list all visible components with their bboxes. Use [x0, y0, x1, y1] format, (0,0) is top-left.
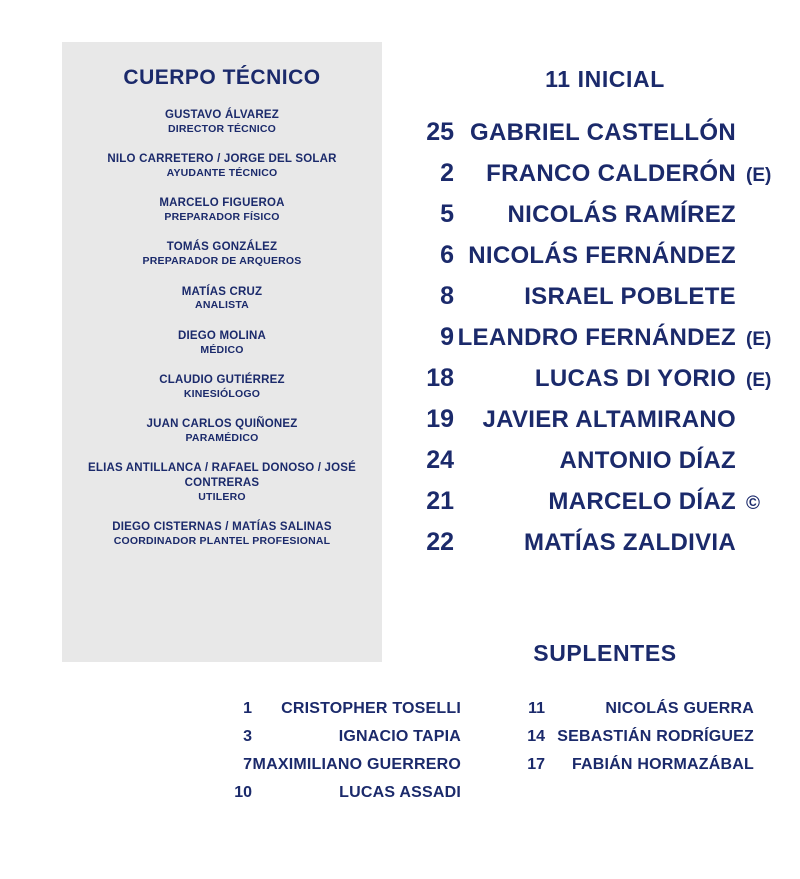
staff-member-names: NILO CARRETERO / JORGE DEL SOLAR	[107, 153, 337, 166]
coaching-staff-list	[62, 108, 382, 548]
staff-member	[62, 520, 382, 548]
player-number: 11	[528, 700, 545, 717]
player-number: 21	[426, 487, 454, 515]
substitute-row	[200, 728, 467, 756]
staff-member-names: DIEGO MOLINA	[177, 329, 266, 342]
staff-member	[62, 108, 382, 136]
starting-player-row	[392, 118, 792, 159]
staff-member	[62, 461, 382, 504]
player-name: ISRAEL POBLETE	[524, 283, 736, 310]
player-number: 17	[527, 756, 545, 773]
substitutes-column-left	[200, 700, 467, 812]
player-name: LUCAS ASSADI	[339, 784, 461, 801]
starting-eleven-list	[392, 118, 792, 569]
player-number: 14	[527, 728, 545, 745]
staff-member-role: UTILERO	[198, 490, 246, 503]
player-name: LEANDRO FERNÁNDEZ	[457, 324, 736, 351]
player-name: GABRIEL CASTELLÓN	[470, 119, 736, 146]
starting-player-row	[392, 159, 792, 200]
player-number: 1	[243, 700, 252, 717]
player-name: JAVIER ALTAMIRANO	[482, 406, 736, 433]
player-name: ANTONIO DÍAZ	[559, 447, 736, 474]
staff-member-role: PARAMÉDICO	[185, 431, 259, 444]
player-mark: (E)	[746, 165, 772, 186]
player-number: 18	[426, 364, 454, 392]
player-name: NICOLÁS GUERRA	[605, 700, 754, 717]
player-name: MAXIMILIANO GUERRERO	[252, 756, 461, 773]
player-name: MARCELO DÍAZ	[548, 488, 736, 515]
substitute-row	[493, 728, 760, 756]
player-name: NICOLÁS RAMÍREZ	[507, 201, 736, 228]
substitute-row	[200, 756, 467, 784]
staff-member-names: MATÍAS CRUZ	[181, 285, 263, 298]
player-number: 22	[426, 528, 454, 556]
player-name: FRANCO CALDERÓN	[486, 160, 736, 187]
staff-member-role: PREPARADOR FÍSICO	[164, 211, 280, 224]
player-name: LUCAS DI YORIO	[534, 365, 736, 392]
starting-player-row	[392, 405, 792, 446]
player-number: 24	[426, 446, 454, 474]
player-number: 7	[243, 756, 252, 773]
player-mark: (E)	[746, 370, 772, 391]
staff-member	[62, 417, 382, 445]
staff-member-names: DIEGO CISTERNAS / MATÍAS SALINAS	[112, 521, 332, 534]
staff-member-role: KINESIÓLOGO	[183, 387, 261, 400]
substitutes-list	[200, 700, 760, 812]
starting-player-row	[392, 446, 792, 487]
starting-player-row	[392, 364, 792, 405]
player-mark: (E)	[746, 329, 772, 350]
staff-member-role: DIRECTOR TÉCNICO	[167, 122, 276, 135]
player-mark: ©	[746, 493, 760, 514]
player-name: FABIÁN HORMAZÁBAL	[571, 756, 754, 773]
staff-member	[62, 152, 382, 180]
staff-member	[62, 373, 382, 401]
player-number: 25	[426, 118, 454, 146]
player-name: SEBASTIÁN RODRÍGUEZ	[557, 728, 754, 745]
player-number: 6	[440, 241, 454, 269]
coaching-staff-panel	[62, 42, 382, 662]
staff-member-names: ELIAS ANTILLANCA / RAFAEL DONOSO / JOSÉ CONTRERAS	[87, 462, 357, 489]
staff-member-names: TOMÁS GONZÁLEZ	[166, 241, 278, 254]
coaching-staff-title: CUERPO TÉCNICO	[123, 66, 321, 89]
substitutes-title: SUPLENTES	[533, 640, 677, 666]
staff-member-names: JUAN CARLOS QUIÑONEZ	[146, 418, 298, 431]
player-number: 9	[440, 323, 454, 351]
player-name: CRISTOPHER TOSELLI	[281, 700, 461, 717]
player-name: IGNACIO TAPIA	[338, 728, 461, 745]
starting-player-row	[392, 323, 792, 364]
starting-player-row	[392, 241, 792, 282]
player-number: 19	[426, 405, 454, 433]
staff-member-names: CLAUDIO GUTIÉRREZ	[159, 373, 285, 386]
substitute-row	[200, 784, 467, 812]
substitute-row	[493, 700, 760, 728]
staff-member-role: AYUDANTE TÉCNICO	[166, 166, 278, 179]
staff-member-names: GUSTAVO ÁLVAREZ	[165, 109, 279, 121]
starting-player-row	[392, 528, 792, 569]
starting-eleven-title: 11 INICIAL	[545, 66, 665, 92]
staff-member	[62, 240, 382, 268]
substitute-row	[200, 700, 467, 728]
staff-member-role: MÉDICO	[200, 343, 244, 356]
staff-member-role: PREPARADOR DE ARQUEROS	[142, 255, 302, 268]
staff-member-role: COORDINADOR PLANTEL PROFESIONAL	[113, 534, 331, 547]
staff-member-role: ANALISTA	[195, 299, 249, 312]
staff-member	[62, 196, 382, 224]
player-number: 2	[440, 159, 454, 187]
player-number: 8	[440, 282, 454, 310]
player-number: 3	[243, 728, 252, 745]
substitutes-column-right	[493, 700, 760, 812]
substitute-row	[493, 756, 760, 784]
player-number: 10	[234, 784, 252, 801]
player-name: NICOLÁS FERNÁNDEZ	[468, 242, 736, 269]
staff-member	[62, 285, 382, 313]
staff-member-names: MARCELO FIGUEROA	[159, 197, 285, 210]
player-number: 5	[440, 200, 454, 228]
player-name: MATÍAS ZALDIVIA	[523, 529, 736, 556]
starting-player-row	[392, 200, 792, 241]
starting-player-row	[392, 282, 792, 323]
starting-player-row	[392, 487, 792, 528]
staff-member	[62, 329, 382, 357]
